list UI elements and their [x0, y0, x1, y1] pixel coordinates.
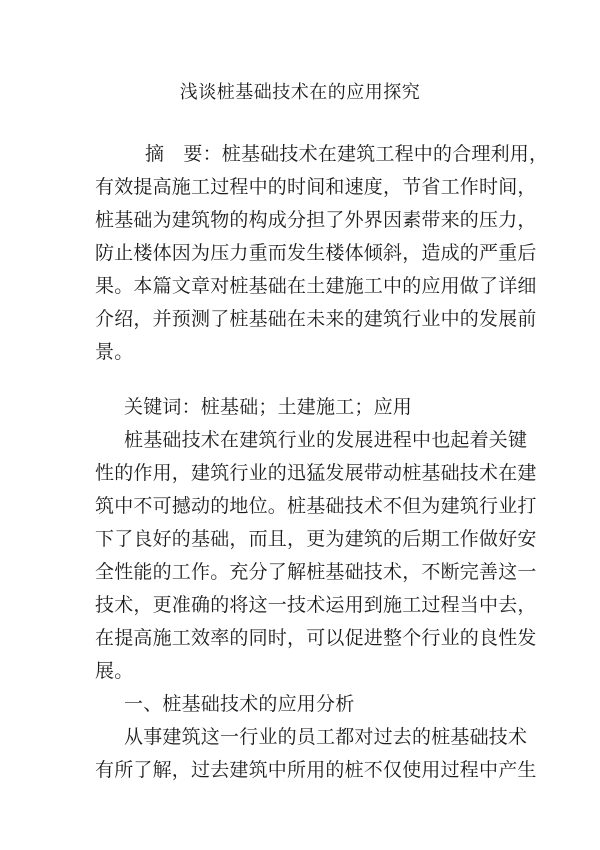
abstract-line: 果。本篇文章对桩基础在土建施工中的应用做了详细 [95, 275, 537, 297]
abstract-line: 有效提高施工过程中的时间和速度，节省工作时间， [95, 176, 537, 198]
paragraph-line: 筑中不可撼动的地位。桩基础技术不但为建筑行业打 [95, 495, 537, 517]
document-title: 浅谈桩基础技术在的应用探究 [179, 82, 421, 103]
abstract-line: 桩基础为建筑物的构成分担了外界因素带来的压力， [95, 209, 537, 231]
paragraph-line: 桩基础技术在建筑行业的发展进程中也起着关键 [124, 429, 528, 451]
paragraph-line: 性的作用，建筑行业的迅猛发展带动桩基础技术在建 [95, 462, 537, 484]
paragraph-line: 在提高施工效率的同时，可以促进整个行业的良性发 [95, 627, 537, 649]
abstract-line: 防止楼体因为压力重而发生楼体倾斜，造成的严重后 [95, 242, 537, 264]
paragraph-line: 从事建筑这一行业的员工都对过去的桩基础技术 [124, 726, 528, 748]
abstract-line: 介绍，并预测了桩基础在未来的建筑行业中的发展前 [95, 308, 537, 330]
section-heading: 一、桩基础技术的应用分析 [124, 693, 355, 715]
paragraph-line: 技术，更准确的将这一技术运用到施工过程当中去， [95, 594, 537, 616]
keywords-line: 关键词：桩基础；土建施工；应用 [124, 396, 413, 418]
paragraph-line: 下了良好的基础，而且，更为建筑的后期工作做好安 [95, 528, 537, 550]
paragraph-line: 展。 [95, 660, 134, 682]
paragraph-line: 有所了解，过去建筑中所用的桩不仅使用过程中产生 [95, 759, 537, 781]
abstract-line: 摘 要：桩基础技术在建筑工程中的合理利用， [145, 143, 549, 165]
abstract-line: 景。 [95, 341, 134, 363]
paragraph-line: 全性能的工作。充分了解桩基础技术，不断完善这一 [95, 561, 537, 583]
